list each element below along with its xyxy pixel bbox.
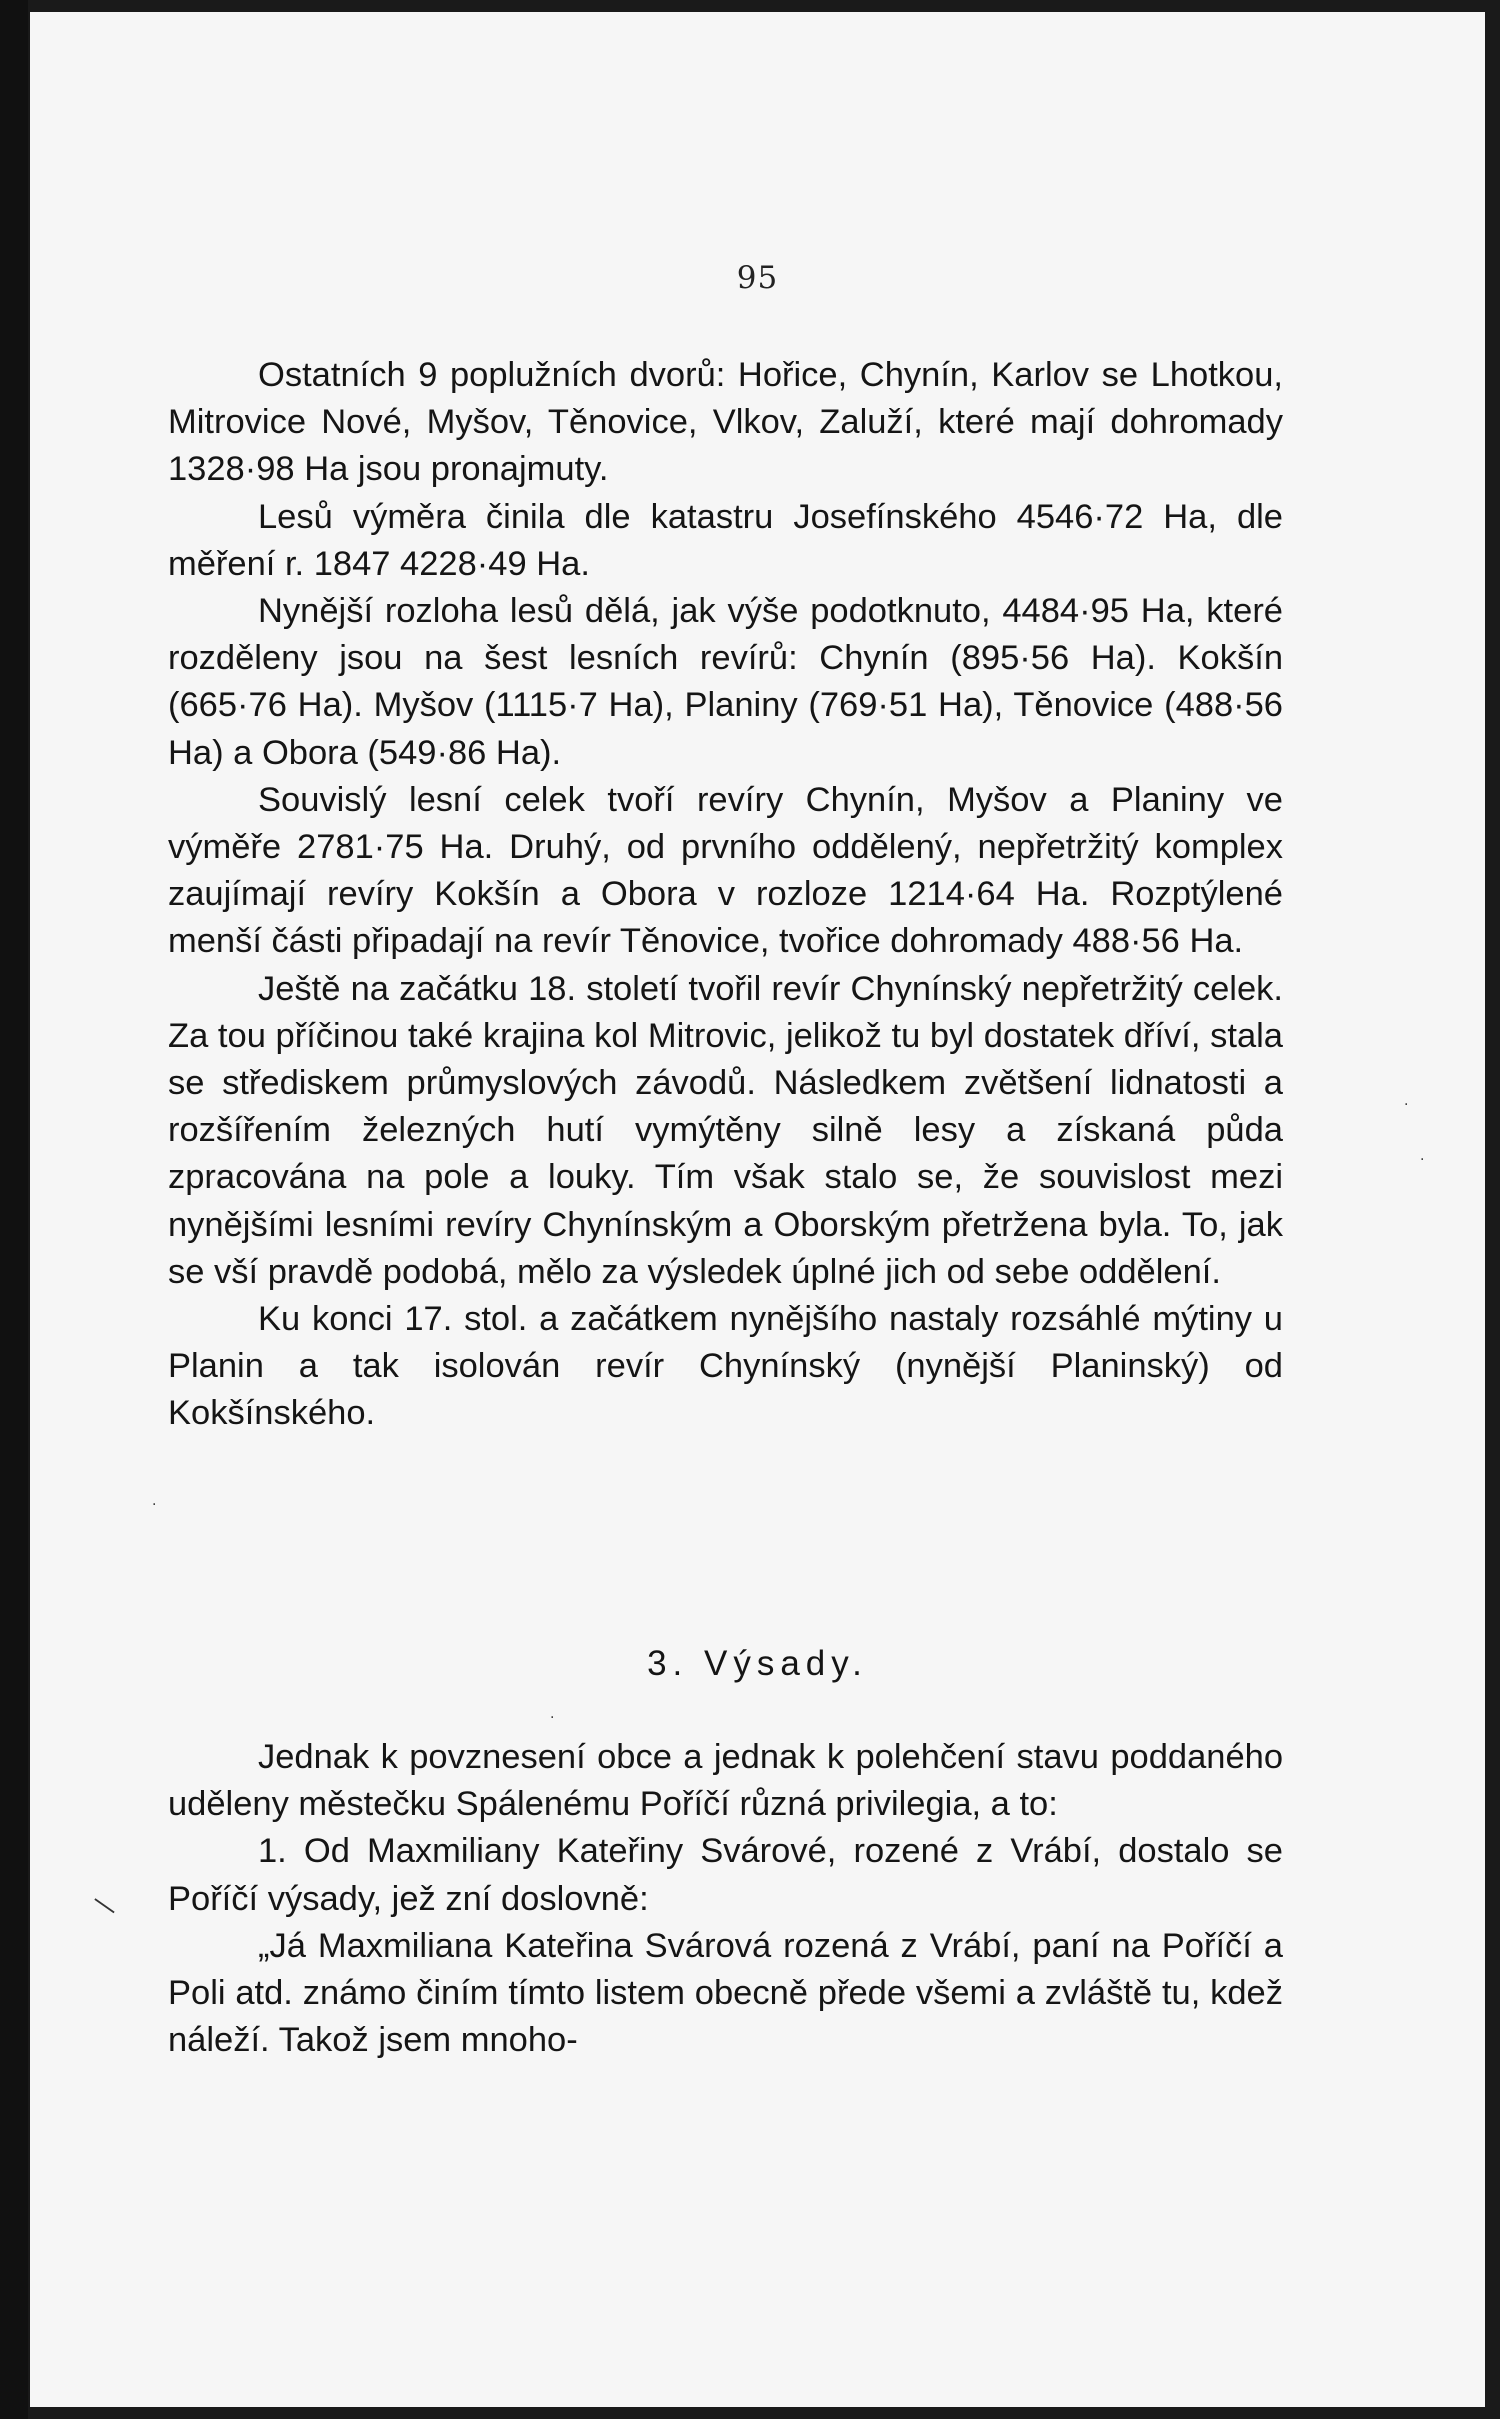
scan-speck: · bbox=[1420, 1152, 1425, 1168]
page-number: 95 bbox=[736, 260, 779, 296]
paragraph-6: Ku konci 17. stol. a začátkem nynějšího nastaly rozsáhlé mýtiny u Planin a tak isolován revír Chynínský (nynější Planinský) od Kokšínského. bbox=[168, 1300, 1283, 1433]
paragraph-4: Souvislý lesní celek tvoří revíry Chynín, Myšov a Planiny ve výměře 2781·75 Ha. Druhý, od prvního oddělený, nepřetržitý komplex zaujímají revíry Kokšín a Obora v rozloze 1214·64 Ha. Rozptýlené menší části připadají na revír Těnovice, tvořice dohromady 488·56 Ha. bbox=[168, 780, 1283, 961]
paragraph-3: Nynější rozloha lesů dělá, jak výše podotknuto, 4484·95 Ha, které rozděleny jsou na šest lesních revírů: Chynín (895·56 Ha). Kokšín (665·76 Ha). Myšov (1115·7 Ha), Planiny (769·51 Ha), Těnovice (488·56 Ha) a Obora (549·86 Ha). bbox=[168, 592, 1283, 772]
paragraph-5: Ještě na začátku 18. století tvořil revír Chynínský nepřetržitý celek. Za tou příčinou také krajina kol Mitrovic, jelikož tu byl dostatek dříví, stala se střediskem průmyslových závodů. Následkem zvětšení lidnatosti a rozšířením železných hutí vymýtěny silně lesy a získaná půda zpracována na pole a louky. Tím však stalo se, že souvislost mezi nynějšími lesními revíry Chynínským a Oborským přetržena byla. To, jak se vší pravdě podobá, mělo za výsledek úplné jich od sebe oddělení. bbox=[168, 969, 1283, 1291]
paragraph-8: 1. Od Maxmiliany Kateřiny Svárové, rozené z Vrábí, dostalo se Poříčí výsady, jež zní doslovně: bbox=[168, 1832, 1283, 1918]
scan-speck: · bbox=[152, 1497, 157, 1513]
scan-mark: — bbox=[85, 1885, 125, 1925]
body-text bbox=[168, 352, 1283, 1438]
section-heading: 3. Výsady. bbox=[647, 1644, 868, 1683]
scan-speck: · bbox=[550, 1710, 555, 1726]
body-text-2 bbox=[168, 1734, 1283, 2064]
paragraph-7: Jednak k povznesení obce a jednak k polehčení stavu poddaného uděleny městečku Spálenému Poříčí různá privilegia, a to: bbox=[168, 1738, 1283, 1824]
paragraph-1: Ostatních 9 poplužních dvorů: Hořice, Chynín, Karlov se Lhotkou, Mitrovice Nové, Myšov, Těnovice, Vlkov, Zaluží, které mají dohromady 1328·98 Ha jsou pronajmuty. bbox=[168, 356, 1283, 489]
paragraph-2: Lesů výměra činila dle katastru Josefínského 4546·72 Ha, dle měření r. 1847 4228·49 Ha. bbox=[168, 497, 1283, 583]
paragraph-9: „Já Maxmiliana Kateřina Svárová rozená z Vrábí, paní na Poříčí a Poli atd. známo činím tímto listem obecně přede všemi a zvláště tu, kdež náleží. Takož jsem mnoho- bbox=[168, 1926, 1283, 2060]
scan-edge bbox=[0, 0, 28, 2419]
scan-speck: · bbox=[1404, 1097, 1409, 1113]
document-page bbox=[30, 12, 1485, 2407]
